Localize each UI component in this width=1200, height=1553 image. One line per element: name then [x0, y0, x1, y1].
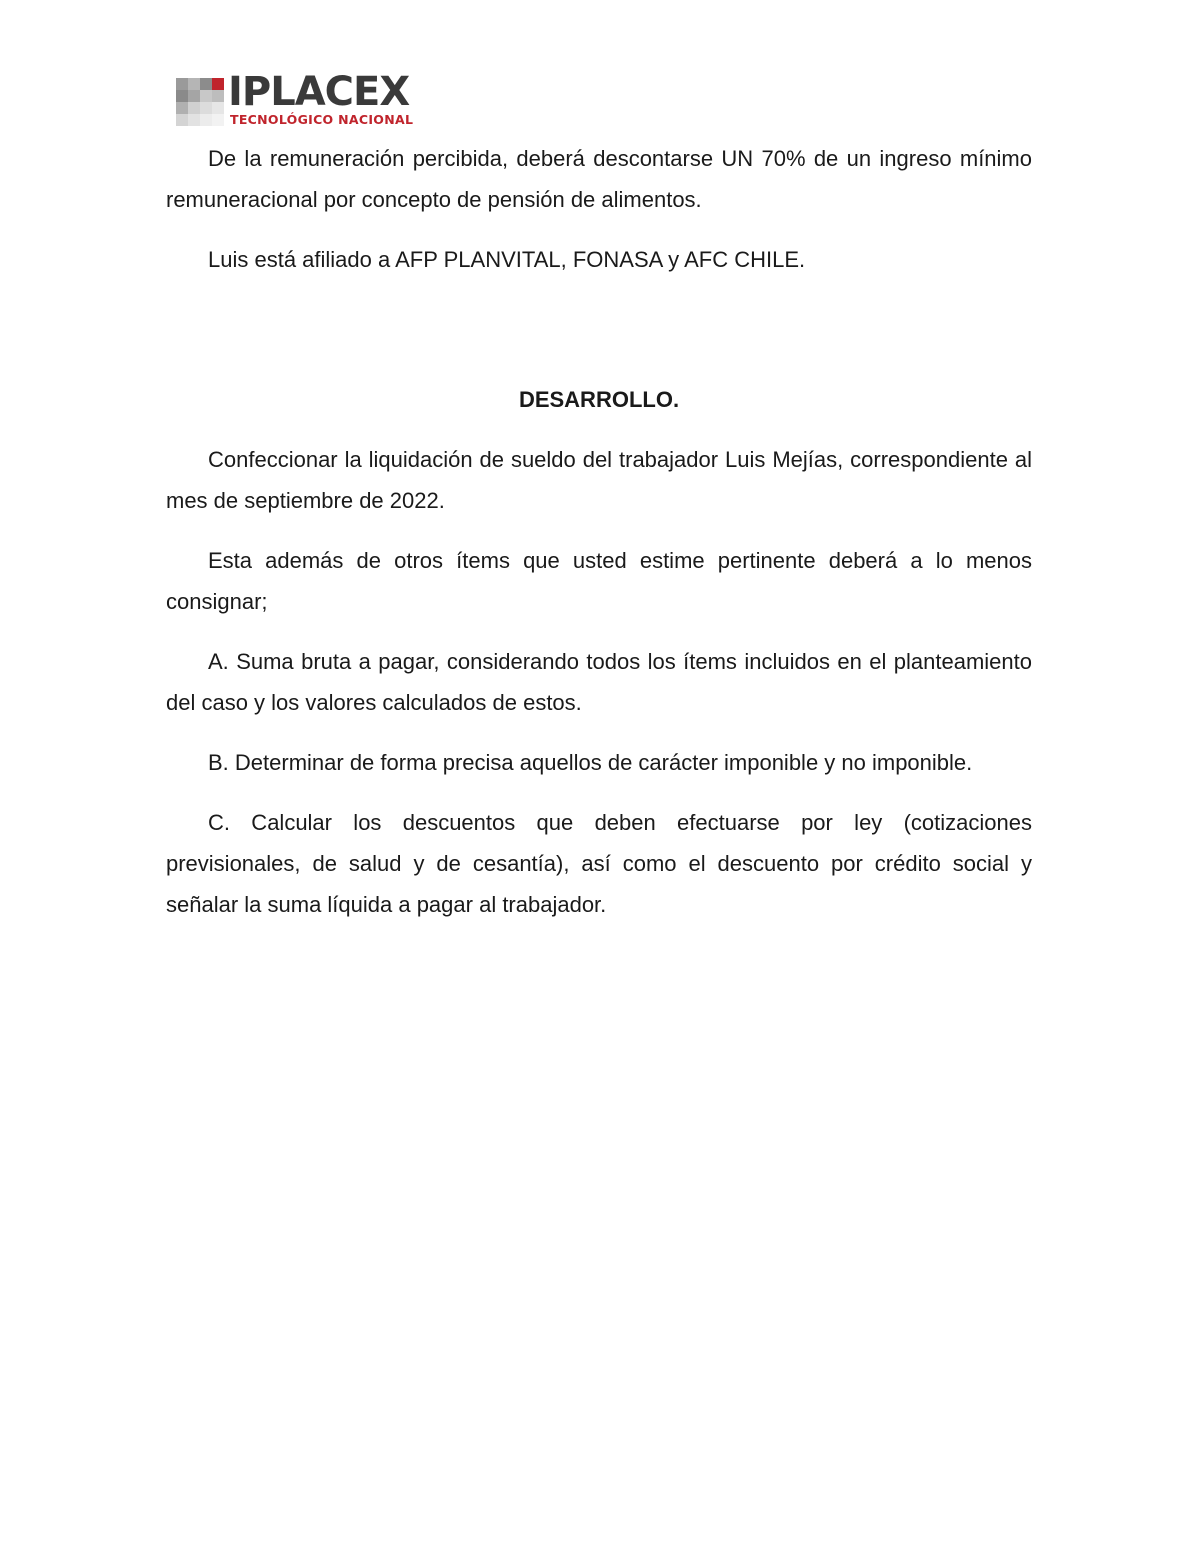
logo-wordmark: IPLACEX	[228, 69, 410, 115]
paragraph-affiliation: Luis está afiliado a AFP PLANVITAL, FONASA y AFC CHILE.	[208, 247, 806, 272]
list-item-b: B. Determinar de forma precisa aquellos de carácter imponible y no imponible.	[208, 750, 973, 775]
document-body	[166, 138, 1032, 944]
spacer	[166, 299, 1032, 379]
logo-tagline: TECNOLÓGICO NACIONAL	[230, 112, 414, 127]
paragraph-task: Confeccionar la liquidación de sueldo del trabajador Luis Mejías, correspondiente al mes de septiembre de 2022.	[166, 447, 1032, 513]
paragraph-remuneration-discount: De la remuneración percibida, deberá descontarse UN 70% de un ingreso mínimo remuneracional por concepto de pensión de alimentos.	[166, 146, 1032, 212]
paragraph-requirements: Esta además de otros ítems que usted estime pertinente deberá a lo menos consignar;	[166, 548, 1032, 614]
logo-mosaic-icon	[176, 78, 224, 126]
list-item-c: C. Calcular los descuentos que deben efectuarse por ley (cotizaciones previsionales, de salud y de cesantía), así como el descuento por crédito social y señalar la suma líquida a pagar al trabajador.	[166, 810, 1032, 917]
section-heading: DESARROLLO.	[518, 387, 680, 412]
iplacex-logo	[176, 69, 416, 130]
list-item-a: A. Suma bruta a pagar, considerando todos los ítems incluidos en el planteamiento del caso y los valores calculados de estos.	[166, 649, 1032, 715]
